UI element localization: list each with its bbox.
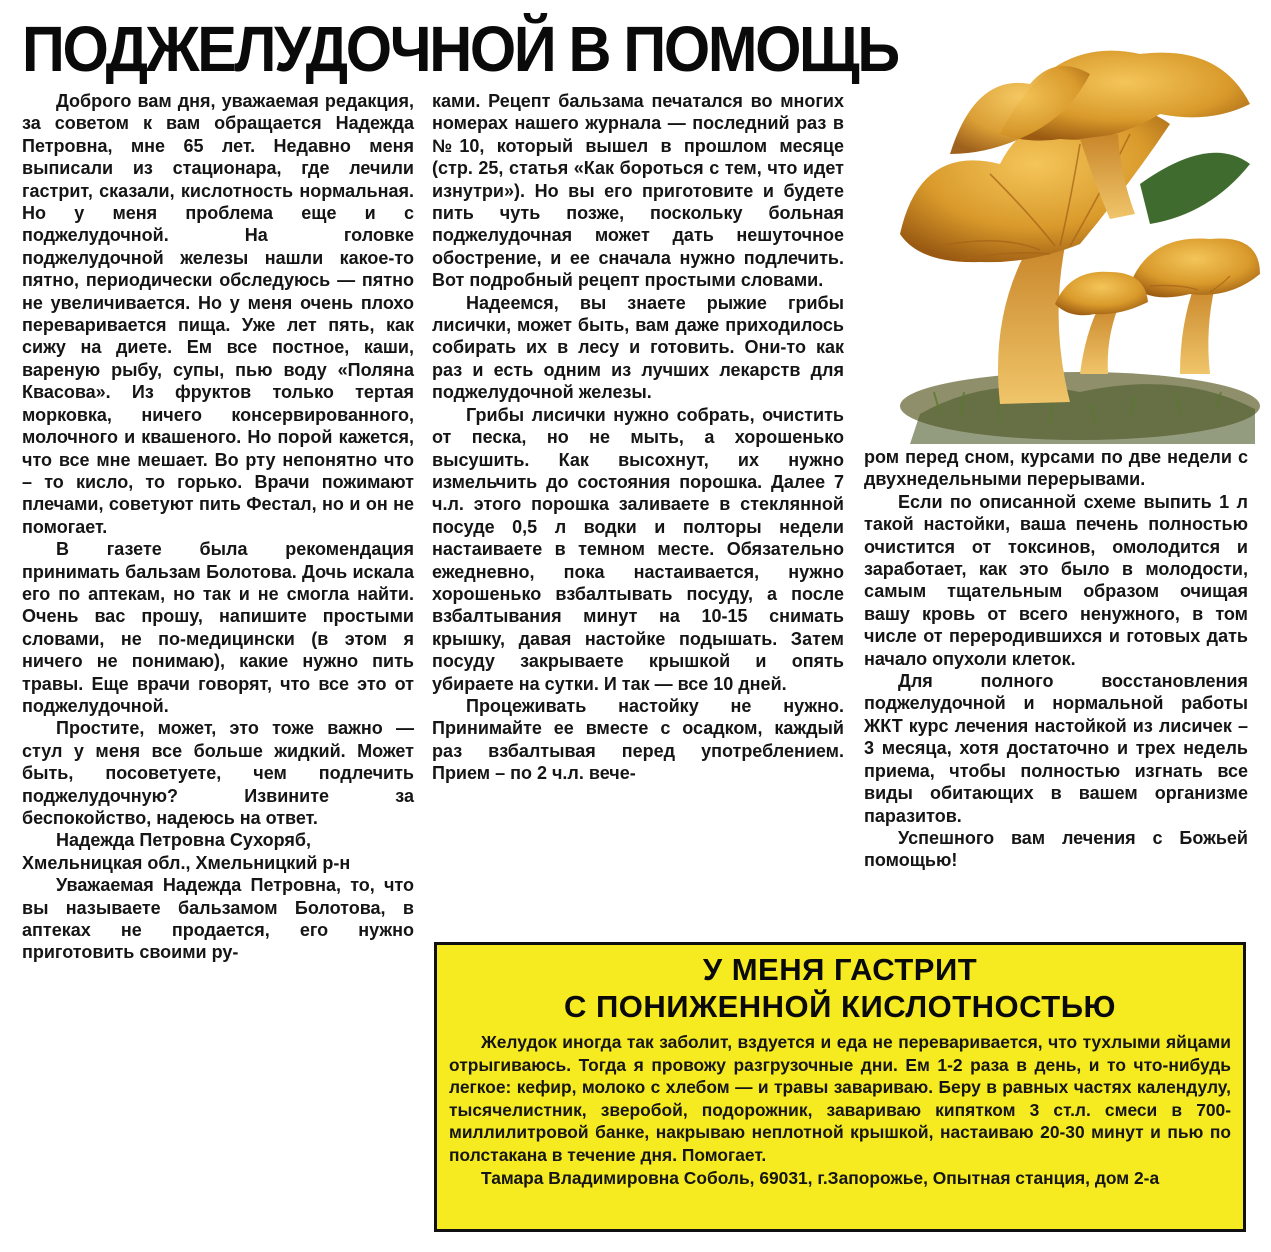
reply-paragraph: Если по описанной схеме выпить 1 л такой настойки, ваша печень полностью очистится от токсинов, омолодится и заработает, как это было в молодости, самым тщательным образом очищая вашу кровь от всего ненужного, в том числе от переродившихся и готовых дать начало опухоли клеток.	[864, 491, 1248, 669]
reader-tip-box	[434, 942, 1246, 1232]
article-column-2	[432, 90, 844, 785]
article-headline: ПОДЖЕЛУДОЧНОЙ В ПОМОЩЬ	[22, 13, 898, 85]
article-column-3	[864, 446, 1248, 872]
letter-signature-place: Хмельницкая обл., Хмельницкий р-н	[22, 852, 351, 873]
box-signature: Тамара Владимировна Соболь, 69031, г.Запорожье, Опытная станция, дом 2-а	[481, 1167, 1160, 1188]
chanterelle-mushrooms-icon	[880, 14, 1265, 444]
reply-paragraph: ром перед сном, курсами по две недели с двухнедельными перерывами.	[864, 447, 1248, 490]
reply-paragraph: Процеживать настойку не нужно. Принимайте ее вместе с осадком, каждый раз взбалтывая перед употреблением. Прием – по 2 ч.л. вече-	[432, 695, 844, 784]
reply-paragraph: ками. Рецепт бальзама печатался во многих номерах нашего журнала — последний раз в №10, который вышел в прошлом месяце (стр. 25, статья «Как бороться с тем, что идет изнутри»). Но вы его приготовите и будете пить чуть позже, поскольку больная поджелудочная может дать нешуточное обострение, и ее сначала нужно подлечить. Вот подробный рецепт простыми словами.	[432, 91, 844, 291]
reply-paragraph: Уважаемая Надежда Петровна, то, что вы называете бальзамом Болотова, в аптеках не продается, его нужно приготовить своими ру-	[22, 875, 414, 963]
reply-paragraph: Для полного восстановления поджелудочной и нормальной работы ЖКТ курс лечения настойкой из лисичек – 3 месяца, хотя достаточно и трех недель приема, чтобы полностью изгнать все виды обитающих в вашем организме паразитов.	[864, 671, 1248, 826]
letter-signature-name: Надежда Петровна Сухоряб,	[56, 830, 312, 851]
letter-paragraph: Доброго вам дня, уважаемая редакция, за советом к вам обращается Надежда Петровна, мне 65 лет. Недавно меня выписали из стационара, где лечили гастрит, сказали, кислотность нормальная. Но у меня проблема еще и с поджелудочной. На головке поджелудочной железы нашли какое-то пятно, периодически обследуюсь — пятно не увеличивается. Но у меня очень плохо переваривается пища. Уже лет пять, как сижу на диете. Ем все постное, каши, вареную рыбу, супы, пью воду «Поляна Квасова». Из фруктов только тертая морковка, ничего консервированного, молочного и квашеного. Но порой кажется, что все мне мешает. Во рту непонятно что – то кисло, то горько. Врачи пожимают плечами, советуют пить Фестал, но и он не помогает.	[22, 91, 414, 537]
letter-paragraph: Простите, может, это тоже важно — стул у меня все больше жидкий. Может быть, посоветуете, чем подлечить поджелудочную? Извините за беспокойство, надеюсь на ответ.	[22, 718, 414, 828]
article-column-1	[22, 90, 414, 964]
box-title-line-2: С ПОНИЖЕННОЙ КИСЛОТНОСТЬЮ	[564, 989, 1116, 1024]
box-text: Желудок иногда так заболит, вздуется и еда не переваривается, что тухлыми яйцами отрыгиваюсь. Тогда я провожу разгрузочные дни. Ем 1-2 раза в день, и то что-нибудь легкое: кефир, молоко с хлебом — и травы завариваю. Беру в равных частях календулу, тысячелистник, зверобой, подорожник, завариваю кипятком 3 ст.л. смеси в 700-миллилитровой банке, накрываю неплотной крышкой, настаиваю 20-30 минут и пью по полстакана в течение дня. Помогает.	[449, 1032, 1231, 1165]
reply-paragraph: Надеемся, вы знаете рыжие грибы лисички, может быть, вам даже приходилось собирать их в лесу и готовить. Они-то как раз и есть одним из лучших лекарств для поджелудочной железы.	[432, 292, 844, 403]
box-title-line-1: У МЕНЯ ГАСТРИТ	[702, 952, 978, 987]
reply-paragraph: Грибы лисички нужно собрать, очистить от песка, но не мыть, а хорошенько высушить. Как высохнут, их нужно измельчить до состояния порошка. Далее 7 ч.л. этого порошка заливаете в стеклянной посуде 0,5 л водки и полторы недели настаиваете в темном месте. Обязательно ежедневно, пока настаивается, нужно хорошенько взбалтывать посуду, а после взбалтывания минут на 10-15 снимать крышку, давая настойке подышать. Затем посуду закрываете крышкой и опять убираете на сутки. И так — все 10 дней.	[432, 404, 844, 694]
reply-closing: Успешного вам лечения с Божьей помощью!	[864, 827, 1248, 871]
letter-paragraph: В газете была рекомендация принимать бальзам Болотова. Дочь искала его по аптекам, но так и не смогла найти. Очень вас прошу, напишите простыми словами, не по-медицински (в этом я ничего не понимаю), какие нужно пить травы. Еще врачи говорят, что все это от поджелудочной.	[22, 539, 414, 716]
